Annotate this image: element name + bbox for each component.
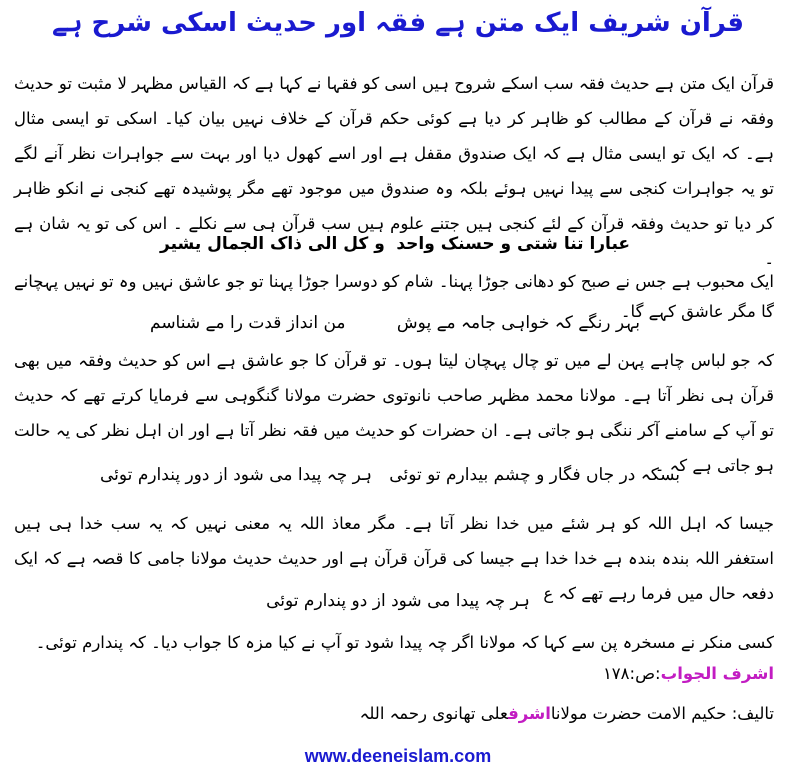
- verse-1-left: و کل الی ذاک الجمال یشیر: [160, 234, 385, 254]
- reference-line: [603, 664, 774, 683]
- verse-2: [60, 312, 720, 342]
- author-suffix: علی تھانوی رحمہ اللہ: [359, 704, 508, 723]
- article-title: قرآن شریف ایک متن ہے فقہ اور حدیث اسکی شرح ہے: [51, 8, 745, 38]
- paragraph-1: قرآن ایک متن ہے حدیث فقہ سب اسکے شروح ہیں اسی کو فقہا نے کہا ہے کہ القیاس مظہر لا مثبت تو حدیث وفقہ نے قرآن کے مطالب کو ظاہر کر دیا ہے کوئی حکم قرآن کے خلاف نہیں بیان کیا۔ اسکی تو ایسی مثال ہے۔ کہ ایک تو ایسی مثال ہے کہ ایک صندوق مقفل ہے اور اسے کھول دیا اور بہت سے جواہرات نظر آنے لگے تو یہ جواہرات کنجی سے پیدا نہیں ہوئے بلکہ وہ صندوق میں موجود تھے مگر پوشیدہ تھے کنجی نے انکو ظاہر کر دیا تو حدیث وفقہ قرآن کے لئے کنجی ہیں جتنے علوم ہیں سب قرآن ہی سے نکلے ۔ اس کی تو یہ شان ہے ۔: [14, 74, 774, 268]
- verse-3: [60, 464, 720, 494]
- reference-page: :ص:۱۷۸: [602, 664, 661, 683]
- verse-1-right: عبارا تنا شتی و حسنک واحد: [396, 234, 630, 254]
- verse-2-left: من انداز قدت را مے شناسم: [150, 313, 346, 333]
- author-line: [360, 704, 774, 723]
- paragraph-3: کہ جو لباس چاہے پہن لے میں تو چال پہچان لیتا ہوں۔ تو قرآن کا جو عاشق ہے اس کو حدیث وفقہ میں بھی قرآن ہی نظر آتا ہے۔ مولانا محمد مظہر صاحب نانوتوی حضرت مولانا گنگوہی سے فرمایا کرتے تھے کہ حدیث تو آپ کے سامنے آکر ننگی ہو جاتی ہے۔ ان حضرات کو حدیث میں فقہ نظر آتا ہے اور ان اہل نظر کی یہ حالت ہو جاتی ہے کہ ۔: [14, 351, 774, 475]
- verse-3-right: بسکہ در جاں فگار و چشم بیدارم تو توئی: [389, 465, 680, 485]
- paragraph-2: ایک محبوب ہے جس نے صبح کو دھانی جوڑا پہنا۔ شام کو دوسرا جوڑا پہنا تو جو عاشق نہیں وہ تو نہیں پہچانے گا مگر عاشق کہے گا۔: [13, 272, 774, 321]
- verse-1: [60, 234, 720, 264]
- verse-4: ہر چہ پیدا می شود از دو پندارم توئی: [266, 591, 530, 611]
- website-url[interactable]: www.deeneislam.com: [304, 746, 492, 766]
- author-highlight: اشرف: [507, 704, 551, 723]
- verse-3-left: ہر چہ پیدا می شود از دور پندارم توئی: [100, 465, 372, 485]
- paragraph-4: جیسا کہ اہل اللہ کو ہر شئے میں خدا نظر آتا ہے۔ مگر معاذ اللہ یہ معنی نہیں کہ یہ سب خدا ہی ہیں استغفر اللہ بندہ بندہ ہے خدا خدا ہے جیسا کی قرآن قرآن ہے اور حدیث حدیث مولانا جامی کا قصہ ہے کہ ایک دفعہ حال میں فرما رہے تھے کہ ع: [14, 514, 774, 603]
- author-prefix: تالیف: حکیم الامت حضرت مولانا: [550, 704, 774, 723]
- reference-book: اشرف الجواب: [660, 664, 774, 683]
- paragraph-5: کسی منکر نے مسخرہ پن سے کہا کہ مولانا اگر چہ پیدا شود تو آپ نے کیا مزہ کا جواب دیا۔ کہ پندارم توئی۔: [35, 633, 774, 652]
- verse-2-right: بہر رنگے کہ خواہی جامہ مے پوش: [396, 313, 640, 333]
